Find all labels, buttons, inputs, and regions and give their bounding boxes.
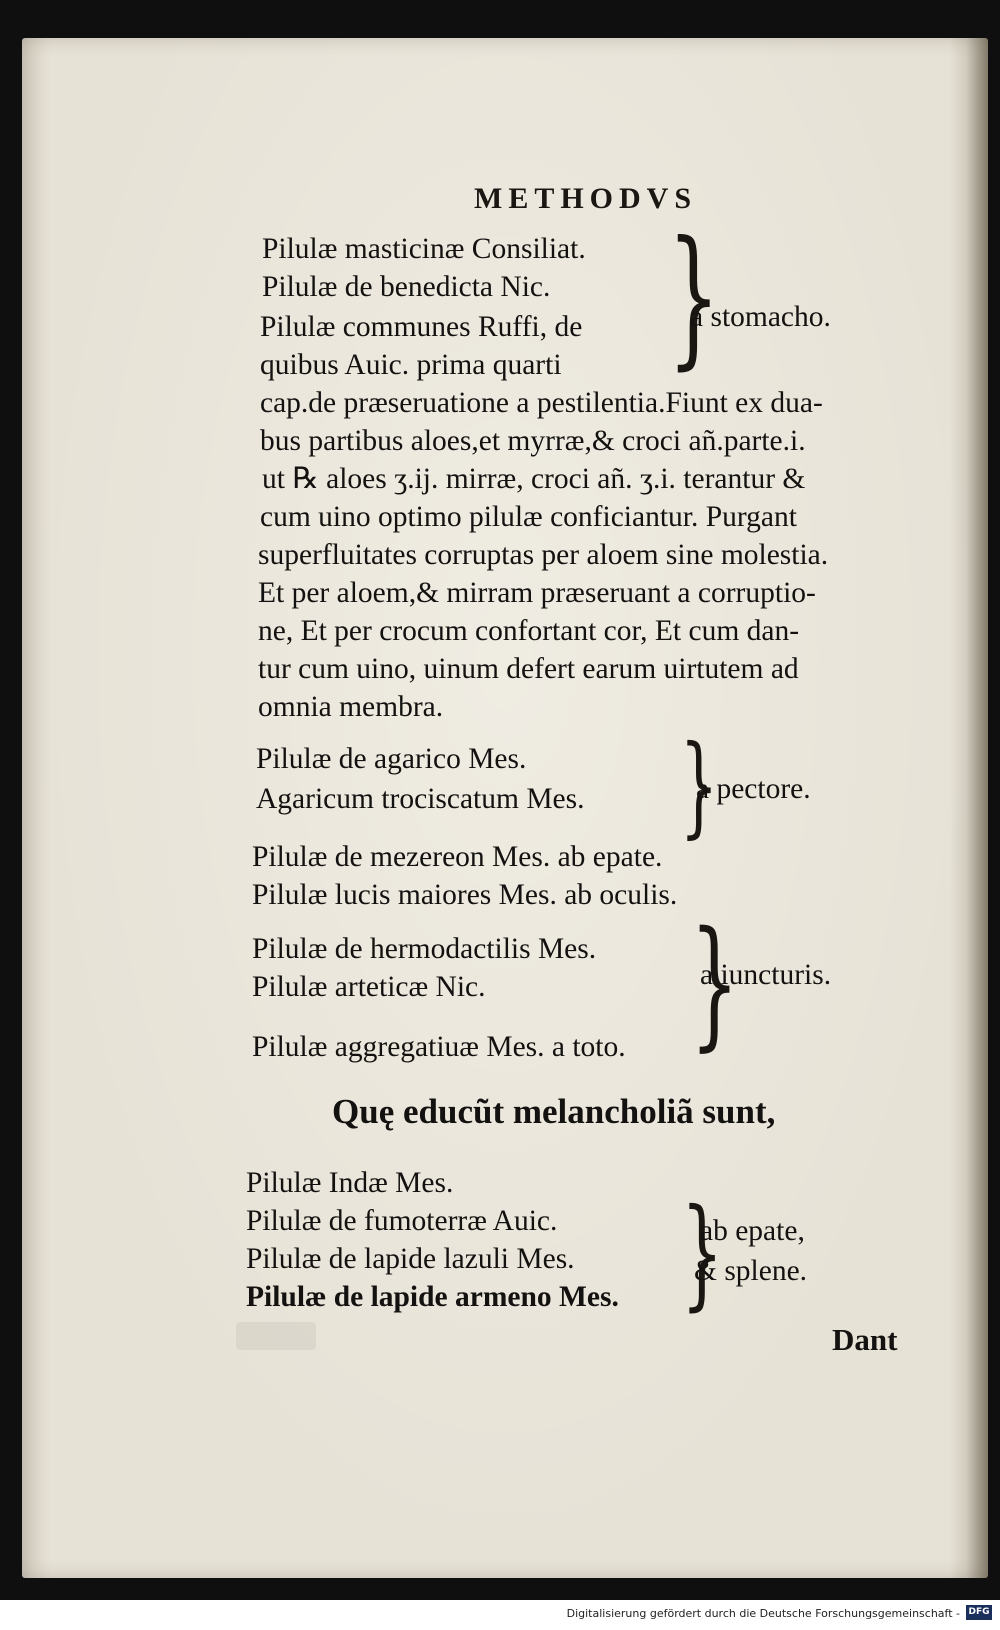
block1-line-4: quibus Auic. prima quarti bbox=[260, 349, 562, 381]
block2-brace-icon: } bbox=[679, 721, 719, 849]
paragraph-line-5: superfluitates corruptas per aloem sine molestia. bbox=[258, 539, 829, 571]
block1-line-2: Pilulæ de benedicta Nic. bbox=[262, 271, 551, 303]
block4-bracket-label: a iuncturis. bbox=[700, 959, 832, 991]
footer-text: Digitalisierung gefördert durch die Deutsche Forschungsgemeinschaft - bbox=[566, 1607, 960, 1620]
block2-line-2: Agaricum trociscatum Mes. bbox=[256, 783, 585, 815]
show-through-smudge bbox=[236, 1322, 316, 1350]
paragraph-line-6: Et per aloem,& mirram præseruant a corruptio- bbox=[258, 577, 816, 609]
block2-line-1: Pilulæ de agarico Mes. bbox=[256, 743, 527, 775]
block3-line-1: Pilulæ de mezereon Mes. ab epate. bbox=[252, 841, 663, 873]
paragraph-line-7: ne, Et per crocum confortant cor, Et cum dan- bbox=[258, 615, 800, 647]
paragraph-line-8: tur cum uino, uinum defert earum uirtutem ad bbox=[258, 653, 799, 685]
catchword: Dant bbox=[832, 1322, 898, 1357]
paragraph-line-2: bus partibus aloes,et myrræ,& croci añ.parte.i. bbox=[260, 425, 806, 457]
block1-line-3: Pilulæ communes Ruffi, de bbox=[260, 311, 583, 343]
block4-brace-icon: } bbox=[690, 902, 740, 1065]
block5-bracket-label-1: ab epate, bbox=[700, 1215, 805, 1247]
section-heading: Quę educũt melancholiã sunt, bbox=[332, 1092, 776, 1131]
paragraph-line-9: omnia membra. bbox=[258, 691, 444, 723]
block5-line-4: Pilulæ de lapide armeno Mes. bbox=[246, 1281, 619, 1313]
block1-brace-icon: } bbox=[667, 210, 720, 384]
block5-bracket-label-2: & splene. bbox=[694, 1255, 808, 1287]
paragraph-line-1: cap.de præseruatione a pestilentia.Fiunt ex dua- bbox=[260, 387, 823, 419]
block4-extra-line: Pilulæ aggregatiuæ Mes. a toto. bbox=[252, 1031, 626, 1063]
paragraph-line-3: ut ℞ aloes ʒ.ij. mirræ, croci añ. ʒ.i. terantur & bbox=[262, 463, 806, 495]
block5-brace-icon: } bbox=[681, 1184, 724, 1323]
block5-line-3: Pilulæ de lapide lazuli Mes. bbox=[246, 1243, 575, 1275]
block1-bracket-label: a stomacho. bbox=[690, 301, 831, 333]
block3-line-2: Pilulæ lucis maiores Mes. ab oculis. bbox=[252, 879, 678, 911]
dfg-logo: DFG bbox=[966, 1605, 992, 1620]
block5-line-1: Pilulæ Indæ Mes. bbox=[246, 1167, 454, 1199]
block4-line-2: Pilulæ arteticæ Nic. bbox=[252, 971, 486, 1003]
block2-bracket-label: a pectore. bbox=[696, 773, 811, 805]
running-header: METHODVS bbox=[474, 182, 698, 215]
paragraph-line-4: cum uino optimo pilulæ conficiantur. Purgant bbox=[260, 501, 797, 533]
page-edge-shadow bbox=[966, 38, 988, 1578]
block4-line-1: Pilulæ de hermodactilis Mes. bbox=[252, 933, 597, 965]
block1-line-1: Pilulæ masticinæ Consiliat. bbox=[262, 233, 586, 265]
block5-line-2: Pilulæ de fumoterræ Auic. bbox=[246, 1205, 558, 1237]
